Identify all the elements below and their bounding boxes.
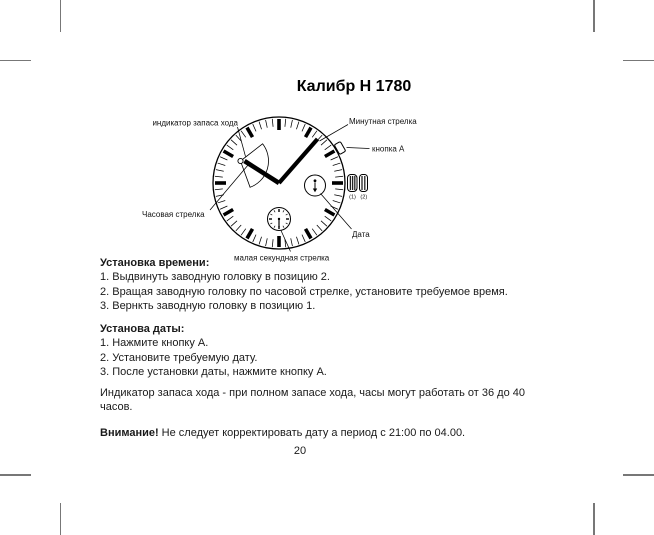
small-seconds-subdial-icon <box>268 208 291 231</box>
label-minute-hand: Минутная стрелка <box>349 117 417 126</box>
label-hour-hand: Часовая стрелка <box>142 210 205 219</box>
label-button-a: кнопка А <box>372 144 405 154</box>
section-date-setting <box>100 322 327 379</box>
crop-mark <box>60 0 62 32</box>
label-power-reserve: индикатор запаса хода <box>152 118 238 128</box>
crop-mark <box>623 60 654 62</box>
date-setting-step: 2. Установите требуемую дату. <box>100 351 258 364</box>
crown-icon <box>348 175 368 192</box>
crown-position-2-label: (2) <box>360 194 368 201</box>
crown-position-1-label: (1) <box>349 194 356 201</box>
time-setting-step: 1. Выдвинуть заводную головку в позицию 2. <box>100 271 330 284</box>
crop-mark <box>593 0 595 32</box>
page-number: 20 <box>293 445 307 457</box>
power-reserve-note: Индикатор запаса хода - при полном запасе хода, часы могут работать от 36 до 40 часов. <box>100 387 526 414</box>
time-setting-heading: Установка времени: <box>100 257 210 269</box>
date-setting-heading: Установа даты: <box>100 323 185 335</box>
section-time-setting <box>100 253 508 313</box>
date-setting-step: 3. После установки даты, нажмите кнопку А. <box>100 365 327 378</box>
warning-label: Внимание! <box>100 426 159 439</box>
date-setting-step: 1. Нажмите кнопку А. <box>100 337 209 350</box>
crop-mark <box>0 474 31 476</box>
crop-mark <box>593 503 595 535</box>
crop-mark <box>60 503 62 535</box>
crop-mark <box>623 474 654 476</box>
date-window-icon <box>305 175 326 196</box>
warning-text: Не следует корректировать дату а период с 21:00 по 04.00. <box>161 426 466 439</box>
label-date: Дата <box>352 230 370 239</box>
crop-mark <box>0 60 31 62</box>
page-title: Калибр Н 1780 <box>296 78 412 95</box>
time-setting-step: 3. Вернкть заводную головку в позицию 1. <box>100 299 316 312</box>
label-small-second: малая секундная стрелка <box>234 253 330 263</box>
time-setting-step: 2. Вращая заводную головку по часовой стрелке, установите требуемое время. <box>100 285 508 298</box>
warning-note <box>100 426 580 440</box>
watch-diagram <box>130 95 430 270</box>
